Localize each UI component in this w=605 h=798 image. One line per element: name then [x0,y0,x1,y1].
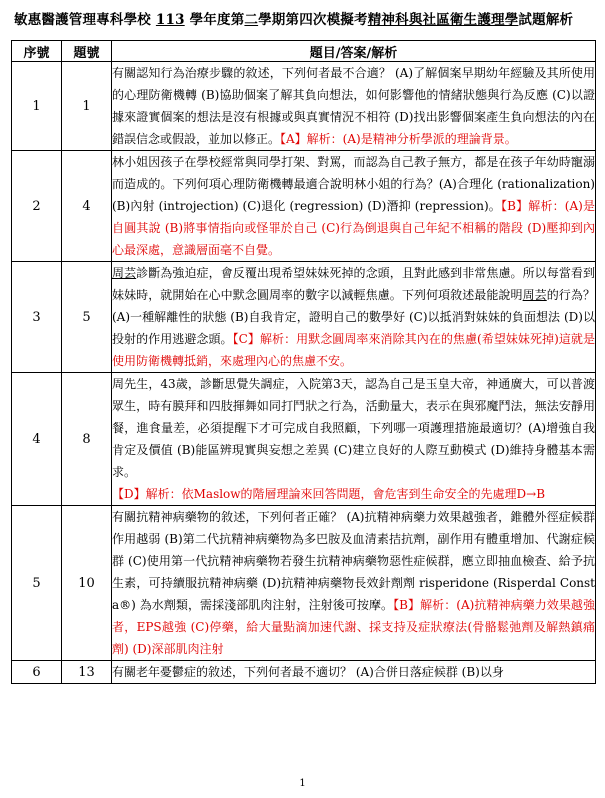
question-text: 林小姐因孩子在學校經常與同學打架、對罵，而認為自己教子無方，都是在孩子年幼時寵溺而造成的。下列何項心理防衛機轉最適合說明林小姐的行為？(A)合理化 (rationalization) (B)內射 (introjection) (C)退化 (regression) (D)潛抑 (repression)。 [112,155,595,213]
table-row [12,262,596,373]
header-seq: 序號 [12,41,62,62]
answer-explanation: 【B】解析：(A)抗精神病藥力效果越強者，EPS越強 (C)停藥，給大量點滴加速代謝、採支持及症狀療法(骨骼鬆弛劑及解熱鎮痛劑) (D)深部肌肉注射 [112,598,595,656]
row-seq: 2 [12,151,62,262]
patient-name: 周芸 [522,288,547,302]
row-content [112,62,596,151]
question-text: 周先生，43歲，診斷思覺失調症，入院第3天，認為自己是玉皇大帝，神通廣大，可以普渡眾生，時有膜拜和四肢揮舞如同打鬥狀之行為，活動量大，表示在與邪魔鬥法，無法安靜用餐，進食量差，必須提醒下才可完成自我照顧，下列哪一項護理措施最適切？(A)增強自我肯定及價值 (B)能區辨現實與妄想之差異 (C)建立良好的人際互動模式 (D)維持身體基本需求。 [112,377,595,479]
school-name: 敏惠醫護管理專科學校 [14,12,151,28]
row-question-number: 10 [62,506,112,661]
semester: 二 [244,12,259,28]
title-part-2: 學期第四次模擬考 [258,12,368,28]
subject-name: 精神科與社區衛生護理學 [367,12,519,28]
row-content [112,373,596,506]
row-seq: 6 [12,661,62,684]
patient-name: 周芸 [112,266,137,280]
row-content [112,506,596,661]
row-content [112,151,596,262]
row-seq: 5 [12,506,62,661]
question-text: 有關老年憂鬱症的敘述，下列何者最不適切？ (A)合併日落症候群 (B)以身 [112,665,504,679]
question-text: 診斷為強迫症，會反覆出現希望妹妹死掉的念頭，且對此感到非常焦慮。所以每當看到妹妹時，就開始在心中默念圓周率的數字以減輕焦慮。下列何項敘述最能說明 [112,266,595,302]
row-question-number: 1 [62,62,112,151]
row-content [112,661,596,684]
question-text: 的行為？ (A)一種解離性的狀態 (B)自我肯定，證明自己的數學好 (C)以抵消對妹妹的負面想法 (D)以投射的作用逃避念頭。 [112,288,595,346]
title-part-1: 學年度第 [189,12,245,28]
row-question-number: 8 [62,373,112,506]
row-question-number: 5 [62,262,112,373]
table-row [12,62,596,151]
questions-table [11,40,596,684]
row-question-number: 13 [62,661,112,684]
header-question-content: 題目/答案/解析 [112,41,596,62]
row-content [112,262,596,373]
table-row [12,506,596,661]
table-header-row [12,41,596,62]
answer-explanation: 【C】解析：用默念圓周率來消除其內在的焦慮(希望妹妹死掉)這就是使用防衛機轉抵銷，來處理內心的焦慮不安。 [112,332,595,368]
row-seq: 1 [12,62,62,151]
question-text: 有關抗精神病藥物的敘述，下列何者正確？ (A)抗精神病藥力效果越強者，錐體外徑症候群作用越弱 (B)第二代抗精神病藥物為多巴胺及血清素拮抗劑，副作用有體重增加、代謝症候群 (C)使用第一代抗精神病藥物若發生抗精神病藥物惡性症候群，應立即抽血檢查、給予抗生素，可持續服抗精神病藥 (D)抗精神病藥物長效針劑劑 risperidone (Risperdal Consta®) 為水劑類，需採淺部肌肉注射，注射後可按摩。 [112,510,595,612]
page-title [14,8,594,28]
school-year: 113 [155,12,185,28]
header-question-number: 題號 [62,41,112,62]
table-row [12,661,596,684]
row-seq: 4 [12,373,62,506]
answer-explanation: 【A】解析：(A)是精神分析學派的理論背景。 [280,132,517,146]
page-number: 1 [299,778,306,789]
answer-explanation: 【D】解析：依Maslow的階層理論來回答問題，會危害到生命安全的先處理D→B [112,487,546,501]
answer-explanation: 【B】解析：(A)是自圓其說 (B)將事情指向或怪罪於自己 (C)行為倒退與自己年紀不相稱的階段 (D)壓抑到內心最深處，意識層面毫不自覺。 [112,199,595,257]
table-row [12,373,596,506]
table-row [12,151,596,262]
row-seq: 3 [12,262,62,373]
row-question-number: 4 [62,151,112,262]
question-text: 有關認知行為治療步驟的敘述，下列何者最不合適？ (A)了解個案早期幼年經驗及其所使用的心理防衛機轉 (B)協助個案了解其負向想法，如何影響他的情緒狀態與行為反應 (C)以證據來證實個案的想法是沒有根據或與真實情況不相符 (D)找出影響個案產生負向想法的內在錯誤信念或假設，並加以修正。 [112,66,595,146]
title-suffix: 試題解析 [518,12,574,28]
